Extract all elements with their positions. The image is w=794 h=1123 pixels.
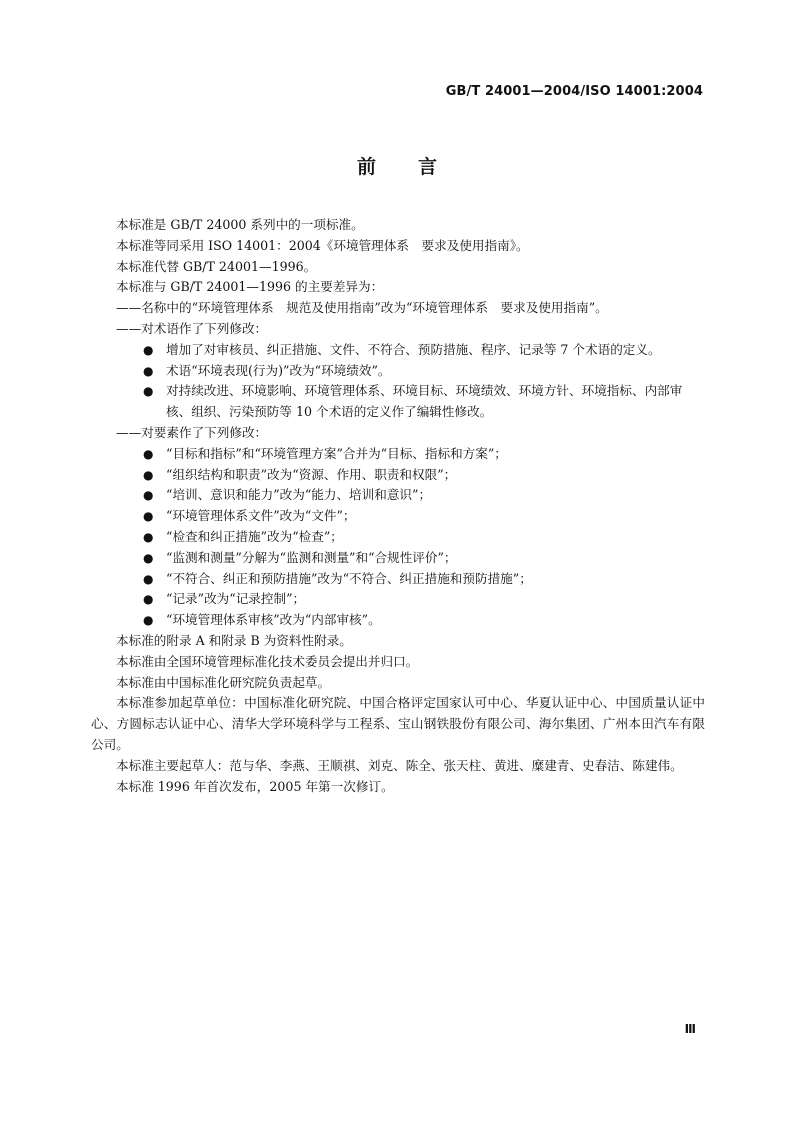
list-item: [91, 610, 705, 631]
page-title: 前言: [356, 156, 479, 178]
list-item-text: 对持续改进、环境影响、环境管理体系、环境目标、环境绩效、环境方针、环境指标、内部审核、组织、污染预防等 10 个术语的定义作了编辑性修改。: [166, 383, 683, 420]
list-item-text: 术语“环境表现(行为)”改为“环境绩效”。: [166, 362, 391, 378]
paragraph: 本标准 1996 年首次发布，2005 年第一次修订。: [116, 778, 394, 794]
page-number: Ⅲ: [684, 1022, 696, 1036]
bullet-icon: ●: [143, 509, 154, 524]
paragraph: 本标准的附录 A 和附录 B 为资料性附录。: [116, 632, 352, 648]
list-item-text: 增加了对审核员、纠正措施、文件、不符合、预防措施、程序、记录等 7 个术语的定义。: [166, 341, 661, 357]
list-item: [91, 548, 705, 569]
list-item-text: “监测和测量”分解为“监测和测量”和“合规性评价”；: [166, 549, 457, 565]
list-item-text: “不符合、纠正和预防措施”改为“不符合、纠正措施和预防措施”；: [166, 570, 532, 586]
bullet-icon: ●: [143, 342, 154, 357]
list-item-text: “组织结构和职责”改为“资源、作用、职责和权限”；: [166, 466, 457, 482]
bullet-icon: ●: [143, 467, 154, 482]
bullet-icon: ●: [143, 613, 154, 628]
document-body: [91, 215, 705, 797]
bullet-icon: ●: [143, 384, 154, 399]
list-item-text: “检查和纠正措施”改为“检查”；: [166, 528, 343, 544]
bullet-icon: ●: [143, 363, 154, 378]
list-item: [91, 361, 705, 382]
list-item-text: “目标和指标”和“环境管理方案”合并为“目标、指标和方案”；: [166, 445, 507, 461]
bullet-icon: ●: [143, 488, 154, 503]
paragraph: 本标准由全国环境管理标准化技术委员会提出并归口。: [116, 653, 419, 669]
paragraph: 本标准与 GB/T 24001—1996 的主要差异为：: [116, 279, 384, 295]
bullet-icon: ●: [143, 571, 154, 586]
paragraph: 本标准参加起草单位：中国标准化研究院、中国合格评定国家认可中心、华夏认证中心、中国质量认证中心、方圆标志认证中心、清华大学环境科学与工程系、宝山钢铁股份有限公司、海尔集团、广州本田汽车有限公司。: [91, 695, 705, 752]
paragraph: 本标准主要起草人：范与华、李燕、王顺祺、刘克、陈全、张天柱、黄进、糜建青、史春洁、陈建伟。: [116, 757, 683, 773]
list-item: [91, 465, 705, 486]
bullet-icon: ●: [143, 446, 154, 461]
list-item-text: “培训、意识和能力”改为“能力、培训和意识”；: [166, 487, 432, 503]
paragraph: 本标准由中国标准化研究院负责起草。: [116, 674, 331, 690]
list-item: [91, 444, 705, 465]
paragraph: 本标准代替 GB/T 24001—1996。: [116, 258, 317, 274]
list-item: [91, 506, 705, 527]
list-item: [91, 381, 705, 423]
dash-item-name-change: ——名称中的“环境管理体系 规范及使用指南”改为“环境管理体系 要求及使用指南”。: [116, 300, 608, 316]
standard-code: GB/T 24001—2004/ISO 14001:2004: [445, 84, 703, 99]
list-item: [91, 485, 705, 506]
bullet-icon: ●: [143, 592, 154, 607]
list-item: [91, 527, 705, 548]
dash-item-elements: ——对要素作了下列修改：: [116, 424, 268, 440]
list-item: [91, 569, 705, 590]
list-item-text: “记录”改为“记录控制”；: [166, 591, 306, 607]
list-item-text: “环境管理体系文件”改为“文件”；: [166, 508, 356, 524]
list-item-text: “环境管理体系审核”改为“内部审核”。: [166, 612, 381, 628]
bullet-icon: ●: [143, 550, 154, 565]
list-item: [91, 340, 705, 361]
bullet-icon: ●: [143, 529, 154, 544]
list-item: [91, 589, 705, 610]
paragraph: 本标准是 GB/T 24000 系列中的一项标准。: [116, 217, 364, 232]
paragraph: 本标准等同采用 ISO 14001：2004《环境管理体系 要求及使用指南》。: [116, 237, 529, 253]
dash-item-terms: ——对术语作了下列修改：: [116, 320, 268, 336]
